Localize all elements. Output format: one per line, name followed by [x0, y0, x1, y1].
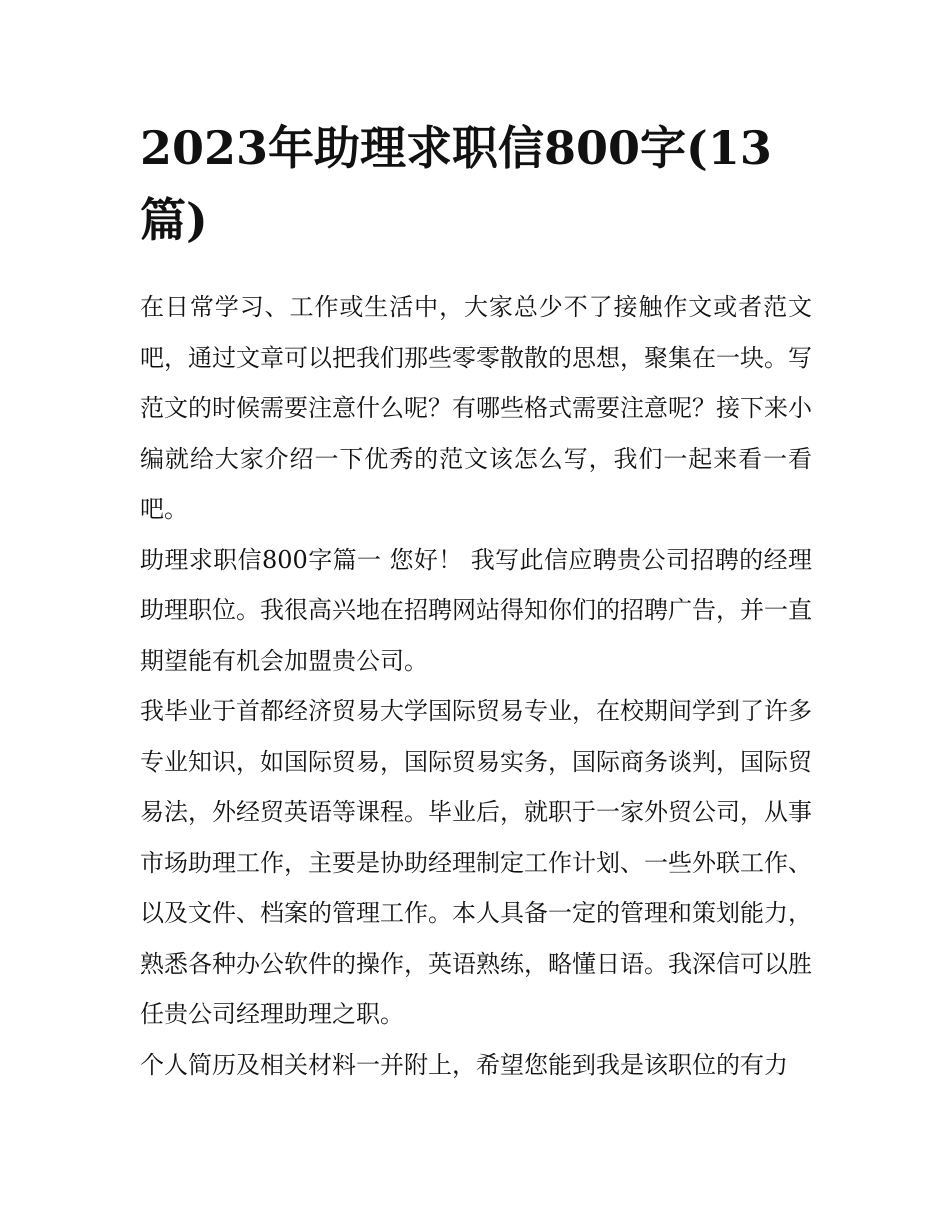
document-title: 2023年助理求职信800字(13篇) — [140, 121, 772, 247]
document-page — [140, 112, 812, 1090]
paragraph-closing: 个人简历及相关材料一并附上，希望您能到我是该职位的有力 — [140, 1050, 788, 1079]
paragraph-intro: 在日常学习、工作或生活中，大家总少不了接触作文或者范文吧，通过文章可以把我们那些零零散散的思想，聚集在一块。写范文的时候需要注意什么呢？有哪些格式需要注意呢？接下来小编就给大家介绍一下优秀的范文该怎么写，我们一起来看一看吧。 — [140, 293, 812, 523]
paragraph-background: 我毕业于首都经济贸易大学国际贸易专业，在校期间学到了许多专业知识，如国际贸易，国际贸易实务，国际商务谈判，国际贸易法，外经贸英语等课程。毕业后，就职于一家外贸公司，从事市场助理工作，主要是协助经理制定工作计划、一些外联工作、以及文件、档案的管理工作。本人具备一定的管理和策划能力，熟悉各种办公软件的操作，英语熟练，略懂日语。我深信可以胜任贵公司经理助理之职。 — [140, 697, 812, 1028]
paragraph-greeting: 助理求职信800字篇一 您好！ 我写此信应聘贵公司招聘的经理助理职位。我很高兴地在招聘网站得知你们的招聘广告，并一直期望能有机会加盟贵公司。 — [140, 545, 812, 675]
